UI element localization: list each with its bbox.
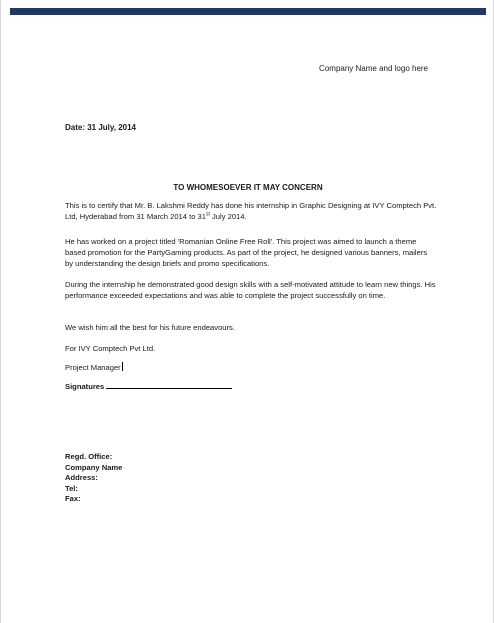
company-logo-placeholder: Company Name and logo here — [319, 64, 428, 73]
date-superscript: st — [206, 211, 210, 218]
text-cursor — [122, 362, 123, 371]
certification-paragraph — [65, 200, 437, 222]
signatory-title-line[interactable] — [65, 362, 437, 373]
fax-label: Fax: — [65, 494, 81, 503]
project-paragraph: He has worked on a project titled 'Romanian Online Free Roll'. This project was aimed to launch a theme based promotion for the PartyGaming products. As part of the project, he designed various banners, mailers by understanding the design briefs and promo specifications. — [65, 237, 428, 268]
certification-text: This is to certify that Mr. B. Lakshmi Reddy has done his internship in Graphic Designing at IVY Comptech Pvt. Ltd, Hyderabad from 31 March 2014 to 31 — [65, 201, 437, 221]
header-color-bar — [10, 8, 486, 15]
regd-office-label: Regd. Office: — [65, 452, 113, 461]
signatory-title: Project Manager — [65, 363, 121, 372]
office-details — [65, 452, 122, 505]
performance-paragraph: During the internship he demonstrated good design skills with a self-motivated attitude to learn new things. His performance exceeded expectations and was able to complete the project successfully on time. — [65, 280, 436, 300]
letter-heading: TO WHOMESOEVER IT MAY CONCERN — [173, 183, 323, 192]
letter-date: Date: 31 July, 2014 — [65, 123, 137, 132]
signature-line — [65, 381, 232, 391]
address-label: Address: — [65, 473, 98, 482]
company-name-label: Company Name — [65, 462, 123, 472]
company-signoff: For IVY Comptech Pvt Ltd. — [65, 344, 156, 353]
signatures-label: Signatures — [65, 382, 105, 391]
certification-text-end: July 2014. — [209, 212, 247, 221]
tel-label: Tel: — [65, 483, 78, 493]
signature-blank — [106, 381, 232, 389]
wishes-paragraph: We wish him all the best for his future endeavours. — [65, 323, 235, 332]
